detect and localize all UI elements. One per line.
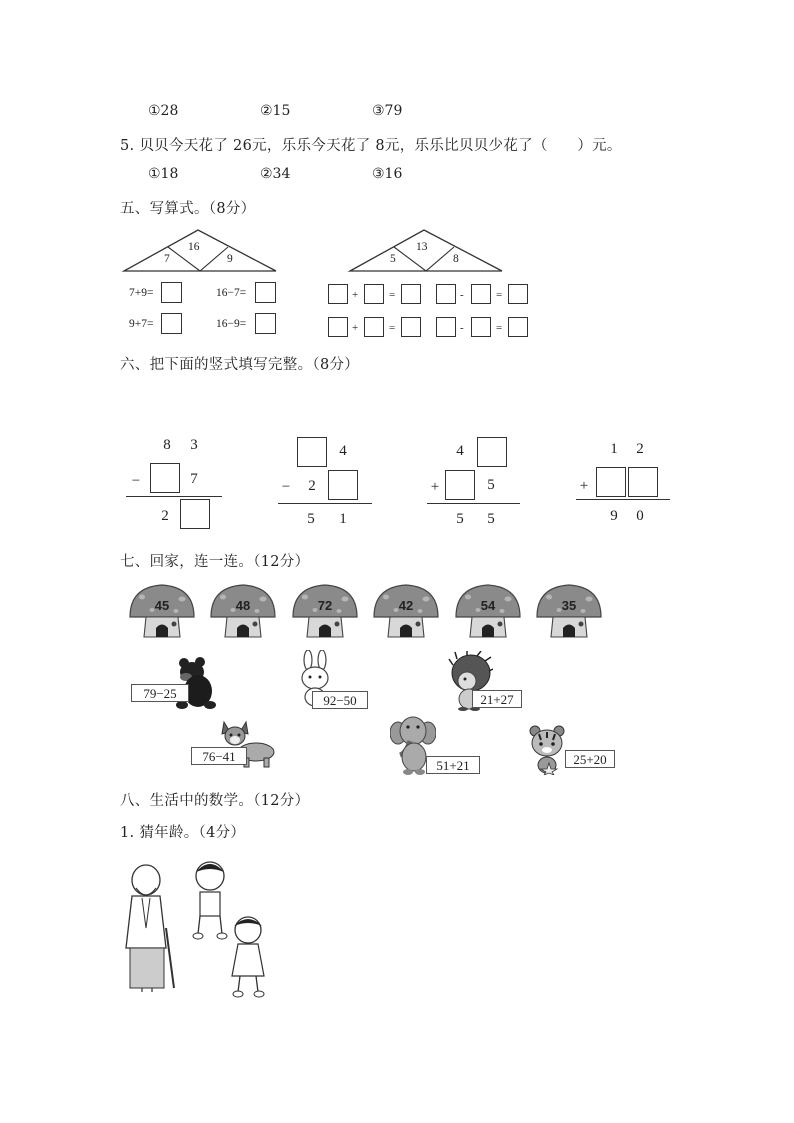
minus-sign: − bbox=[131, 473, 141, 489]
section8-title: 八、生活中的数学。（12分） bbox=[120, 793, 310, 809]
triangle-left-bottom-left: 7 bbox=[164, 253, 170, 265]
minus-sign: - bbox=[460, 322, 464, 334]
answer-box[interactable] bbox=[364, 284, 384, 304]
vertical-line bbox=[427, 503, 520, 504]
house-number: 54 bbox=[480, 598, 496, 613]
digit: 1 bbox=[610, 441, 618, 457]
triangle-left-top: 16 bbox=[188, 241, 200, 253]
q5-text: 5. 贝贝今天花了 26元，乐乐今天花了 8元，乐乐比贝贝少花了（ ）元。 bbox=[120, 138, 622, 154]
equals-sign: = bbox=[389, 322, 396, 334]
expression-tag[interactable]: 51+21 bbox=[426, 756, 480, 774]
vertical-line bbox=[278, 503, 372, 504]
digit: 5 bbox=[487, 511, 495, 527]
answer-box[interactable] bbox=[508, 284, 528, 304]
answer-box[interactable] bbox=[161, 313, 182, 334]
section6-title: 六、把下面的竖式填写完整。（8分） bbox=[120, 357, 360, 373]
triangle-left-bottom-right: 9 bbox=[227, 253, 233, 265]
answer-box[interactable] bbox=[436, 284, 456, 304]
eq-left-4: 16−9= bbox=[216, 318, 247, 330]
plus-sign: + bbox=[579, 478, 589, 494]
digit-box[interactable] bbox=[445, 470, 475, 500]
vertical-line bbox=[126, 496, 222, 497]
house-number: 48 bbox=[235, 598, 251, 613]
eq-left-1: 7+9= bbox=[129, 287, 154, 299]
answer-box[interactable] bbox=[364, 317, 384, 337]
triangle-right-bottom-left: 5 bbox=[390, 253, 396, 265]
number-triangle-left bbox=[120, 228, 282, 274]
digit-box[interactable] bbox=[180, 499, 210, 529]
digit-box[interactable] bbox=[477, 437, 507, 467]
eq-left-2: 16−7= bbox=[216, 287, 247, 299]
expression-tag[interactable]: 92−50 bbox=[312, 691, 368, 709]
expression-tag[interactable]: 21+27 bbox=[472, 690, 522, 708]
plus-sign: + bbox=[430, 479, 440, 495]
section8-q1: 1. 猜年龄。（4分） bbox=[120, 825, 246, 841]
house-number: 42 bbox=[398, 598, 414, 613]
digit: 2 bbox=[636, 441, 644, 457]
digit: 9 bbox=[610, 508, 618, 524]
digit: 0 bbox=[636, 508, 644, 524]
triangle-right-bottom-right: 8 bbox=[453, 253, 459, 265]
answer-box[interactable] bbox=[255, 313, 276, 334]
tiger-icon bbox=[527, 723, 567, 775]
mushroom-houses bbox=[128, 583, 668, 641]
section7-title: 七、回家，连一连。（12分） bbox=[120, 554, 310, 570]
expression-tag[interactable]: 76−41 bbox=[191, 747, 247, 765]
digit: 5 bbox=[487, 477, 495, 493]
expression-tag[interactable]: 79−25 bbox=[131, 684, 189, 702]
answer-box[interactable] bbox=[401, 284, 421, 304]
section5-title: 五、写算式。（8分） bbox=[120, 201, 256, 217]
answer-box[interactable] bbox=[471, 284, 491, 304]
q4-option-3: ③79 bbox=[372, 103, 403, 119]
answer-box[interactable] bbox=[508, 317, 528, 337]
people-illustration bbox=[118, 858, 278, 1000]
answer-box[interactable] bbox=[328, 317, 348, 337]
digit-box[interactable] bbox=[328, 470, 358, 500]
plus-sign: + bbox=[352, 322, 359, 334]
equals-sign: = bbox=[389, 289, 396, 301]
plus-sign: + bbox=[352, 289, 359, 301]
digit: 2 bbox=[308, 478, 316, 494]
answer-box[interactable] bbox=[161, 282, 182, 303]
digit: 8 bbox=[163, 437, 171, 453]
digit: 7 bbox=[190, 471, 198, 487]
q5-option-2: ②34 bbox=[260, 166, 291, 182]
minus-sign: − bbox=[281, 479, 291, 495]
digit: 4 bbox=[339, 443, 347, 459]
eq-left-3: 9+7= bbox=[129, 318, 154, 330]
digit-box[interactable] bbox=[150, 463, 180, 493]
house-number: 45 bbox=[154, 598, 170, 613]
answer-box[interactable] bbox=[436, 317, 456, 337]
q5-option-3: ③16 bbox=[372, 166, 403, 182]
digit: 5 bbox=[456, 511, 464, 527]
answer-box[interactable] bbox=[328, 284, 348, 304]
digit: 4 bbox=[456, 443, 464, 459]
digit: 1 bbox=[339, 511, 347, 527]
digit: 2 bbox=[161, 508, 169, 524]
answer-box[interactable] bbox=[255, 282, 276, 303]
equals-sign: = bbox=[496, 289, 503, 301]
answer-box[interactable] bbox=[471, 317, 491, 337]
minus-sign: - bbox=[460, 289, 464, 301]
equals-sign: = bbox=[496, 322, 503, 334]
expression-tag[interactable]: 25+20 bbox=[565, 750, 615, 768]
digit-box[interactable] bbox=[628, 467, 658, 497]
house-number: 35 bbox=[561, 598, 577, 613]
digit: 5 bbox=[307, 511, 315, 527]
q4-option-2: ②15 bbox=[260, 103, 291, 119]
digit-box[interactable] bbox=[297, 437, 327, 467]
digit-box[interactable] bbox=[596, 467, 626, 497]
q5-option-1: ①18 bbox=[148, 166, 179, 182]
digit: 3 bbox=[190, 437, 198, 453]
answer-box[interactable] bbox=[401, 317, 421, 337]
vertical-line bbox=[576, 499, 670, 500]
triangle-right-top: 13 bbox=[416, 241, 428, 253]
q4-option-1: ①28 bbox=[148, 103, 179, 119]
house-number: 72 bbox=[317, 598, 333, 613]
bear-icon bbox=[170, 655, 220, 711]
